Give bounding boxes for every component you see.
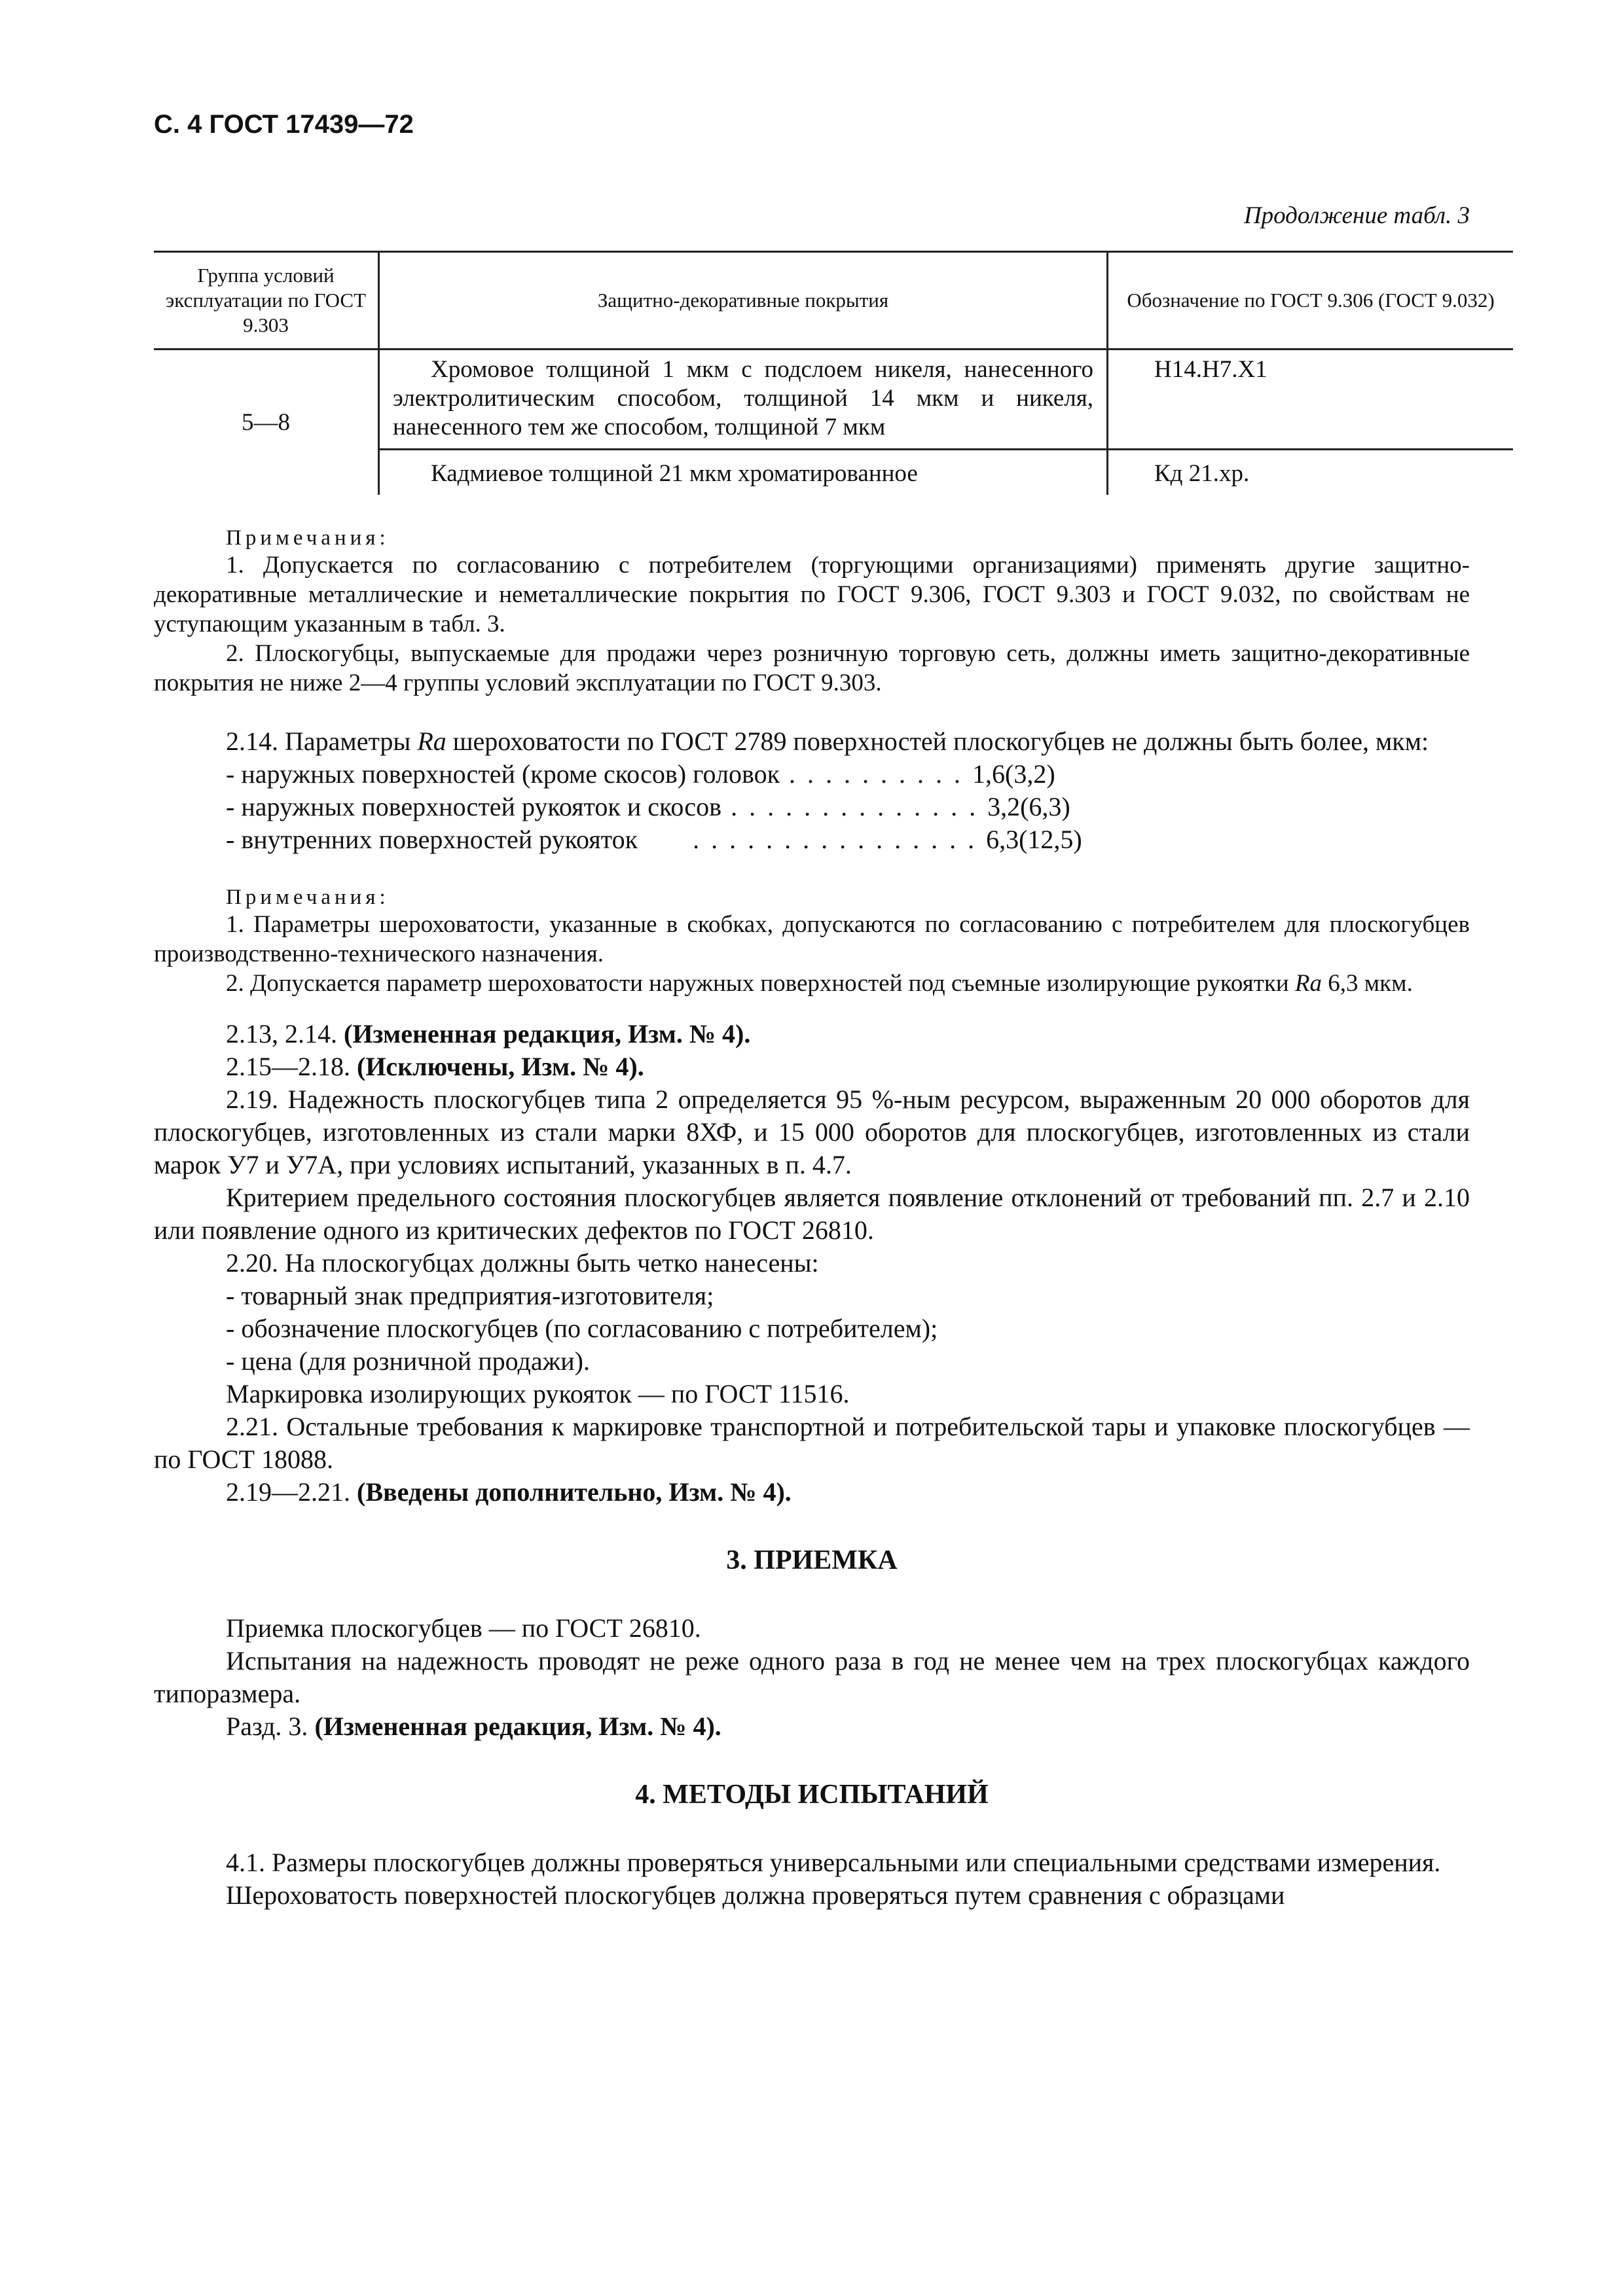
amendment-line — [154, 1476, 1470, 1509]
clause-text: шероховатости по ГОСТ 2789 поверхностей плоскогубцев не должны быть более, мкм: — [446, 726, 1429, 756]
amendment-line — [154, 1050, 1470, 1083]
header-coatings: Защитно-декоративные покрытия — [379, 252, 1108, 350]
roughness-value: 3,2(6,3) — [987, 792, 1070, 821]
amendment-note: (Введены дополнительно, Изм. № 4). — [357, 1477, 792, 1507]
section-4-paragraph: Шероховатость поверхностей плоскогубцев должна проверяться путем сравнения с образцами — [226, 1880, 1285, 1910]
note-item: 1. Допускается по согласованию с потребителем (торгующими организациями) применять другие защитно-декоративные металлические и неметаллические покрытия по ГОСТ 9.306, ГОСТ 9.303 и ГОСТ 9.032, по свойствам не уступающим указанным в табл. 3. — [154, 552, 1470, 637]
clause-2-14-text — [154, 725, 1470, 758]
amendment-note: (Измененная редакция, Изм. № 4). — [344, 1019, 751, 1049]
roughness-item — [154, 758, 1470, 791]
header-group: Группа условий эксплуатации по ГОСТ 9.303 — [154, 252, 379, 350]
clause-2-19: 2.19. Надежность плоскогубцев типа 2 определяется 95 %-ным ресурсом, выраженным 20 000 оборотов для плоскогубцев, изготовленных из стали марки 8ХФ, и 15 000 оборотов для плоскогубцев, изготовленных из стали марок У7 и У7А, при условиях испытаний, указанных в п. 4.7. — [154, 1085, 1470, 1179]
amendment-note: (Измененная редакция, Изм. № 4). — [314, 1712, 721, 1741]
criterion-paragraph: Критерием предельного состояния плоскогубцев является появление отклонений от требований пп. 2.7 и 2.10 или появление одного из критических дефектов по ГОСТ 26810. — [154, 1183, 1470, 1245]
page — [154, 110, 1495, 1912]
clause-4-1: 4.1. Размеры плоскогубцев должны проверяться универсальными или специальными средствами измерения. — [226, 1848, 1441, 1877]
section-4-title: 4. МЕТОДЫ ИСПЫТАНИЙ — [635, 1780, 989, 1810]
marking-paragraph: Маркировка изолирующих рукояток — по ГОСТ 11516. — [226, 1379, 850, 1408]
clause-2-14 — [154, 725, 1470, 856]
amendment-line — [154, 1710, 1470, 1743]
section-3-paragraph: Приемка плоскогубцев — по ГОСТ 26810. — [226, 1613, 701, 1643]
designation-cell: Н14.Н7.Х1 — [1154, 356, 1267, 383]
leader-dots: . . . . . . . . . . — [780, 759, 973, 789]
notes-block-1 — [154, 526, 1470, 698]
table-header-row — [154, 252, 1513, 350]
ra-symbol: Ra — [1294, 970, 1322, 997]
note-item — [154, 969, 1470, 998]
clause-text: 2.14. Параметры — [226, 726, 418, 756]
section-3 — [154, 1612, 1470, 1743]
roughness-label: - наружных поверхностей (кроме скосов) головок — [226, 759, 780, 789]
clauses-2-13-2-21 — [154, 1018, 1470, 1509]
marking-item: - цена (для розничной продажи). — [226, 1346, 590, 1376]
amendment-line — [154, 1018, 1470, 1050]
notes-title: Примечания: — [226, 886, 390, 909]
leader-dots: . . . . . . . . . . . . . . — [721, 792, 988, 821]
clause-2-20: 2.20. На плоскогубцах должны быть четко нанесены: — [226, 1248, 819, 1278]
coating-cell: Кадмиевое толщиной 21 мкм хроматированное — [379, 450, 1108, 495]
header-designation: Обозначение по ГОСТ 9.306 (ГОСТ 9.032) — [1127, 289, 1495, 312]
ra-symbol: Ra — [417, 726, 447, 756]
coating-cell: Хромовое толщиной 1 мкм с подслоем никеля, нанесенного электролитическим способом, толщиной 14 мкм и никеля, нанесенного тем же способом, толщиной 7 мкм — [379, 350, 1108, 450]
note-item: 1. Параметры шероховатости, указанные в скобках, допускаются по согласованию с потребителем для плоскогубцев производственно-технического назначения. — [154, 911, 1470, 967]
section-3-title: 3. ПРИЕМКА — [726, 1545, 898, 1575]
page-header: С. 4 ГОСТ 17439—72 — [154, 110, 414, 139]
notes-title: Примечания: — [226, 526, 390, 550]
roughness-label: - наружных поверхностей рукояток и скосов — [226, 792, 722, 821]
notes-block-2 — [154, 886, 1470, 998]
roughness-value: 1,6(3,2) — [972, 759, 1055, 789]
leader-dots: . . . . . . . . . . . . . . . . — [638, 825, 987, 854]
clause-2-21: 2.21. Остальные требования к маркировке транспортной и потребительской тары и упаковке плоскогубцев — по ГОСТ 18088. — [154, 1412, 1470, 1474]
designation-cell: Кд 21.хр. — [1108, 450, 1514, 495]
clause-number: 2.15—2.18. — [226, 1052, 357, 1081]
roughness-label: - внутренних поверхностей рукояток — [226, 825, 638, 854]
roughness-item — [154, 823, 1470, 856]
table-row — [154, 350, 1513, 450]
table-continuation-label: Продолжение табл. 3 — [1243, 202, 1470, 229]
marking-item: - товарный знак предприятия-изготовителя; — [226, 1281, 714, 1310]
group-cell: 5—8 — [154, 350, 379, 495]
section-3-paragraph: Испытания на надежность проводят не реже одного раза в год не менее чем на трех плоскогубцах каждого типоразмера. — [154, 1646, 1470, 1708]
clause-number: 2.19—2.21. — [226, 1477, 357, 1507]
note-text: 2. Допускается параметр шероховатости наружных поверхностей под съемные изолирующие рукоятки — [226, 970, 1295, 997]
note-item: 2. Плоскогубцы, выпускаемые для продажи через розничную торговую сеть, должны иметь защитно-декоративные покрытия не ниже 2—4 группы условий эксплуатации по ГОСТ 9.303. — [154, 640, 1470, 696]
roughness-item — [154, 791, 1470, 823]
clause-number: Разд. 3. — [226, 1712, 315, 1741]
roughness-value: 6,3(12,5) — [986, 825, 1082, 854]
marking-item: - обозначение плоскогубцев (по согласованию с потребителем); — [226, 1314, 938, 1343]
note-text: 6,3 мкм. — [1322, 970, 1413, 997]
amendment-note: (Исключены, Изм. № 4). — [357, 1052, 644, 1081]
section-4 — [154, 1846, 1470, 1912]
coatings-table — [154, 251, 1513, 495]
clause-number: 2.13, 2.14. — [226, 1019, 344, 1049]
